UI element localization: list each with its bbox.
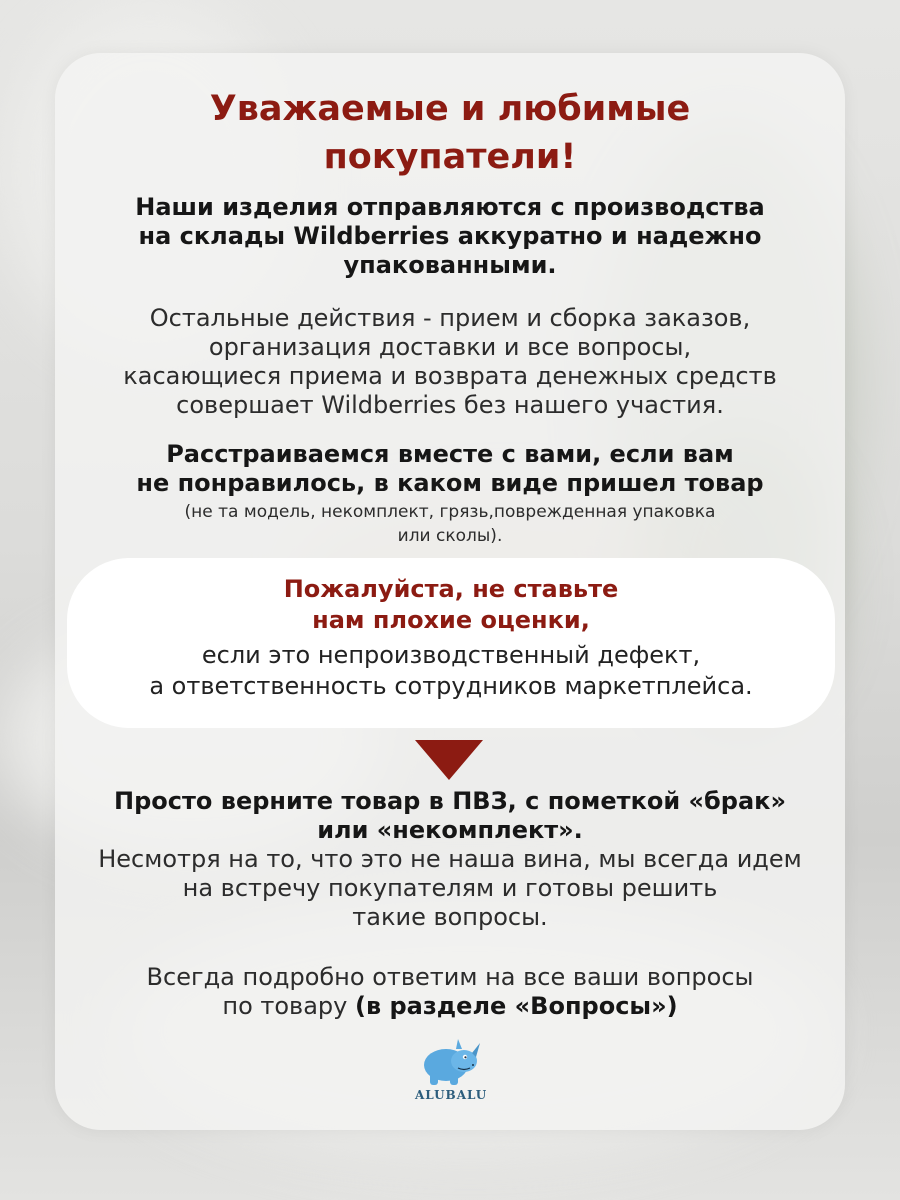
brand-name: ALUBALU [415,1088,488,1102]
questions-text: Всегда подробно ответим на все ваши вопросы по товару (в разделе «Вопросы») [146,963,754,1020]
brand-logo [415,1035,488,1115]
callout-title: Пожалуйста, не ставьте нам плохие оценки, [283,575,619,634]
questions-section-reference: (в разделе «Вопросы») [354,992,678,1020]
rhino-icon [418,1035,482,1087]
marketplace-responsibility-text: Остальные действия - прием и сборка заказов, организация доставки и все вопросы, касающиеся приема и возврата денежных средств совершает Wildberries без нашего участия. [123,304,777,419]
packaging-statement: Наши изделия отправляются с производства на склады Wildberries аккуратно и надежно упакованными. [135,193,765,279]
arrow-down-icon [415,740,483,780]
return-instruction: Просто верните товар в ПВЗ, с пометкой «брак» или «некомплект». [114,787,786,844]
defect-examples-note: (не та модель, некомплект, грязь,поврежденная упаковка или сколы). [184,502,716,546]
info-card [55,53,845,1130]
callout-text: если это непроизводственный дефект, а ответственность сотрудников маркетплейса. [149,641,753,700]
upset-statement: Расстраиваемся вместе с вами, если вам не понравилось, в каком виде пришел товар [136,440,764,497]
greeting-title: Уважаемые и любимые покупатели! [209,89,691,177]
customer-support-text: Несмотря на то, что это не наша вина, мы всегда идем на встречу покупателям и готовы решить такие вопросы. [98,845,802,931]
rating-request-callout [67,558,835,728]
